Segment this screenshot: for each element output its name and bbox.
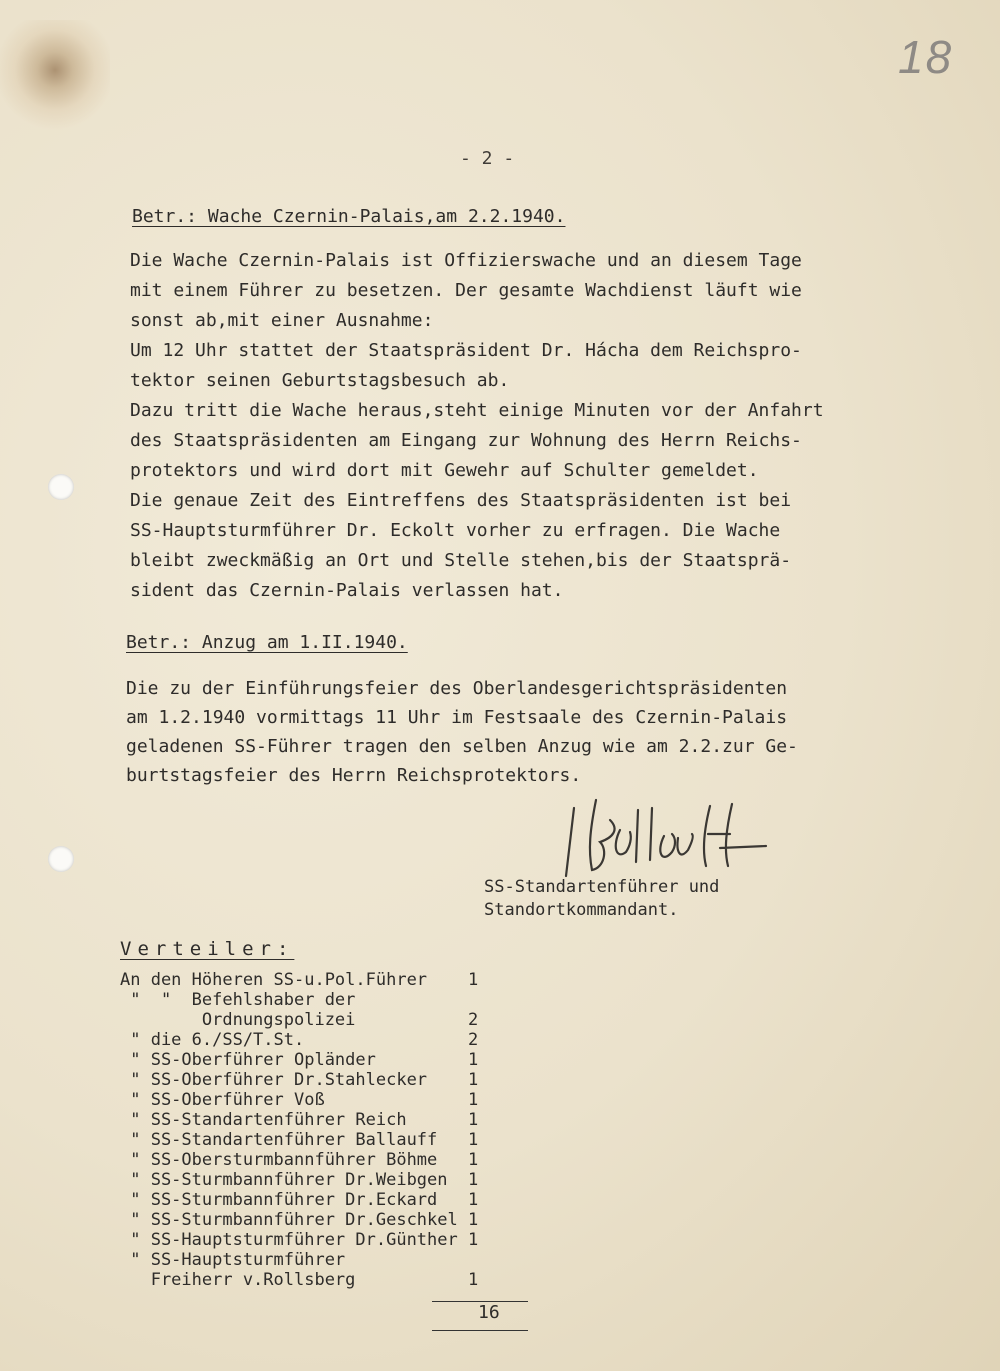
distribution-row — [120, 1210, 478, 1230]
distribution-row — [120, 1130, 478, 1150]
distribution-row — [120, 1010, 478, 1030]
handwritten-signature — [560, 790, 780, 880]
section-title-anzug: Betr.: Anzug am 1.II.1940. — [126, 632, 408, 653]
column-padding — [355, 990, 468, 1010]
text-line: Die Wache Czernin-Palais ist Offizierswache und an diesem Tage — [130, 250, 802, 271]
distribution-row — [120, 1250, 478, 1270]
distribution-recipient: " SS-Oberführer Voß — [120, 1090, 325, 1110]
distribution-recipient: " SS-Oberführer Dr.Stahlecker — [120, 1070, 428, 1090]
text-line: des Staatspräsidenten am Eingang zur Wohnung des Herrn Reichs- — [130, 430, 802, 451]
distribution-recipient: " SS-Hauptsturmführer Dr.Günther — [120, 1230, 458, 1250]
distribution-row — [120, 1270, 478, 1290]
distribution-count: 1 — [468, 1110, 479, 1130]
distribution-recipient: Ordnungspolizei — [120, 1010, 356, 1030]
distribution-recipient: " SS-Standartenführer Reich — [120, 1110, 407, 1130]
distribution-row — [120, 1030, 478, 1050]
distribution-count: 1 — [468, 1170, 479, 1190]
column-padding — [304, 1030, 468, 1050]
text-line: burtstagsfeier des Herrn Reichsprotektors. — [126, 765, 582, 786]
column-padding — [437, 1130, 468, 1150]
distribution-row — [120, 1230, 478, 1250]
distribution-recipient: " SS-Sturmbannführer Dr.Weibgen — [120, 1170, 448, 1190]
distribution-count: 1 — [468, 1230, 479, 1250]
distribution-count: 1 — [468, 970, 479, 990]
text-line: sonst ab,mit einer Ausnahme: — [130, 310, 434, 331]
text-line: mit einem Führer zu besetzen. Der gesamte Wachdienst läuft wie — [130, 280, 802, 301]
text-line: Dazu tritt die Wache heraus,steht einige Minuten vor der Anfahrt — [130, 400, 824, 421]
distribution-recipient: An den Höheren SS-u.Pol.Führer — [120, 970, 428, 990]
section-body-anzug — [126, 674, 798, 790]
distribution-recipient: " SS-Hauptsturmführer — [120, 1250, 346, 1270]
column-padding — [458, 1210, 468, 1230]
text-line: Um 12 Uhr stattet der Staatspräsident Dr. Hácha dem Reichspro- — [130, 340, 802, 361]
distribution-count: 1 — [468, 1210, 479, 1230]
distribution-recipient: Freiherr v.Rollsberg — [120, 1270, 356, 1290]
distribution-recipient: " SS-Standartenführer Ballauff — [120, 1130, 438, 1150]
signer-rank: SS-Standartenführer und — [484, 877, 720, 897]
distribution-count: 1 — [468, 1130, 479, 1150]
distribution-count: 1 — [468, 1150, 479, 1170]
section-body-wache — [130, 246, 824, 606]
column-padding — [437, 1150, 468, 1170]
distribution-recipient: " SS-Sturmbannführer Dr.Geschkel — [120, 1210, 458, 1230]
text-line: geladenen SS-Führer tragen den selben Anzug wie am 2.2.zur Ge- — [126, 736, 798, 757]
folio-number: 18 — [898, 31, 954, 83]
column-padding — [427, 970, 468, 990]
signer-block — [484, 876, 719, 922]
column-padding — [355, 1270, 468, 1290]
column-padding — [355, 1010, 468, 1030]
distribution-row — [120, 990, 478, 1010]
distribution-row — [120, 1190, 478, 1210]
signer-title: Standortkommandant. — [484, 900, 679, 920]
distribution-count: 2 — [468, 1010, 479, 1030]
column-padding — [448, 1170, 468, 1190]
distribution-total: 16 — [478, 1302, 500, 1323]
distribution-row — [120, 1150, 478, 1170]
text-line: SS-Hauptsturmführer Dr. Eckolt vorher zu erfragen. Die Wache — [130, 520, 781, 541]
text-line: sident das Czernin-Palais verlassen hat. — [130, 580, 564, 601]
distribution-title: Verteiler: — [120, 938, 295, 960]
distribution-count: 1 — [468, 1070, 479, 1090]
text-line: Die zu der Einführungsfeier des Oberlandesgerichtspräsidenten — [126, 678, 788, 699]
distribution-recipient: " die 6./SS/T.St. — [120, 1030, 305, 1050]
text-line: protektors und wird dort mit Gewehr auf Schulter gemeldet. — [130, 460, 759, 481]
distribution-recipient: " SS-Obersturmbannführer Böhme — [120, 1150, 438, 1170]
distribution-count: 1 — [468, 1190, 479, 1210]
distribution-row — [120, 1090, 478, 1110]
total-rule-bottom — [432, 1330, 528, 1331]
distribution-row — [120, 1170, 478, 1190]
distribution-list — [120, 970, 478, 1290]
page-number: - 2 - — [460, 148, 515, 169]
distribution-count: 1 — [468, 1050, 479, 1070]
column-padding — [458, 1230, 468, 1250]
distribution-count: 1 — [468, 1090, 479, 1110]
distribution-recipient: " SS-Oberführer Opländer — [120, 1050, 376, 1070]
column-padding — [376, 1050, 468, 1070]
text-line: am 1.2.1940 vormittags 11 Uhr im Festsaale des Czernin-Palais — [126, 707, 788, 728]
distribution-row — [120, 1050, 478, 1070]
punch-hole — [48, 846, 74, 872]
distribution-row — [120, 970, 478, 990]
distribution-recipient: " " Befehlshaber der — [120, 990, 356, 1010]
distribution-count: 2 — [468, 1030, 479, 1050]
distribution-count: 1 — [468, 1270, 479, 1290]
section-title-wache: Betr.: Wache Czernin-Palais,am 2.2.1940. — [132, 206, 566, 227]
distribution-row — [120, 1070, 478, 1090]
column-padding — [325, 1090, 468, 1110]
text-line: bleibt zweckmäßig an Ort und Stelle stehen,bis der Staatsprä- — [130, 550, 792, 571]
column-padding — [427, 1070, 468, 1090]
text-line: tektor seinen Geburtstagsbesuch ab. — [130, 370, 510, 391]
text-line: Die genaue Zeit des Eintreffens des Staatspräsidenten ist bei — [130, 490, 792, 511]
column-padding — [407, 1110, 468, 1130]
column-padding — [345, 1250, 468, 1270]
distribution-recipient: " SS-Sturmbannführer Dr.Eckard — [120, 1190, 438, 1210]
distribution-row — [120, 1110, 478, 1130]
rust-stain — [0, 20, 110, 130]
column-padding — [437, 1190, 468, 1210]
punch-hole — [48, 474, 74, 500]
